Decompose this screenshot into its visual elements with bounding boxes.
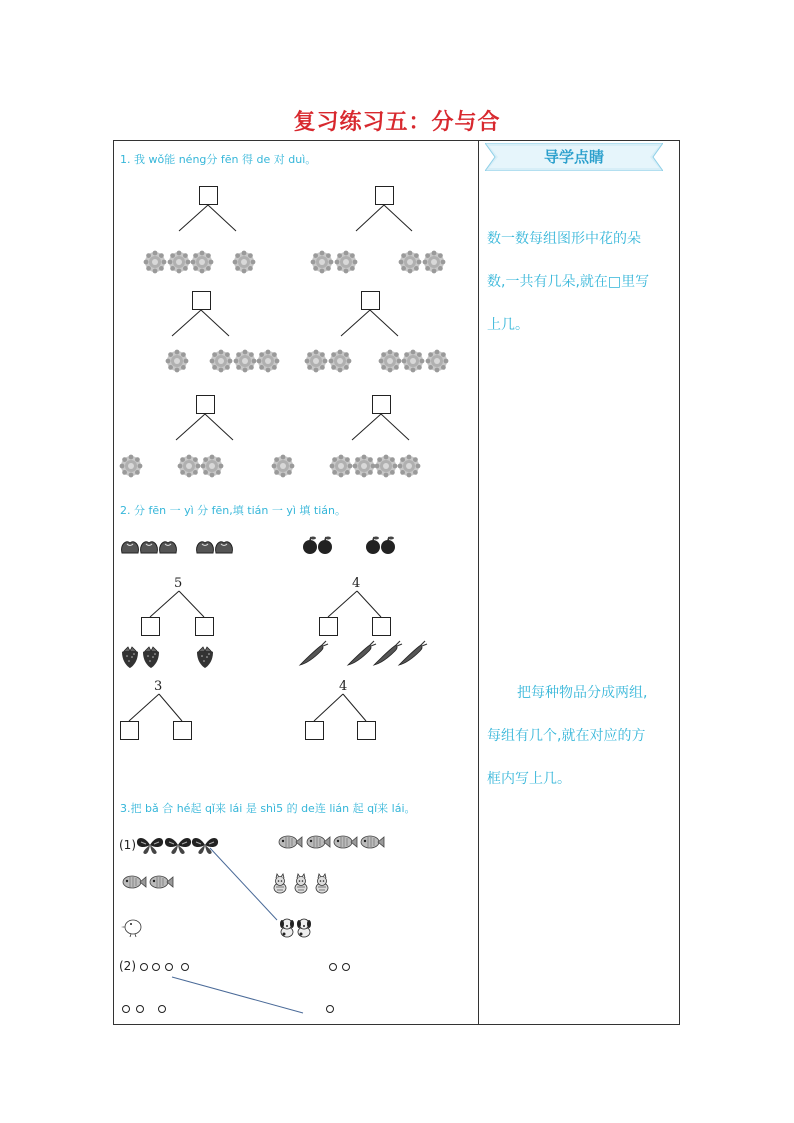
apple-icon <box>381 537 395 555</box>
question-3-text: 3.把 bǎ 合 hé起 qǐ来 lái 是 shì5 的 de连 lián 起 qǐ来 lái。 <box>120 802 416 815</box>
total-number: 3 <box>154 679 163 694</box>
peach-icon <box>141 542 158 553</box>
carrot-icon <box>300 641 328 665</box>
flower-icon <box>379 350 402 373</box>
tip-line: 数一数每组图形中花的朵 <box>487 231 641 247</box>
peach-icon <box>197 542 214 553</box>
flower-icon <box>178 455 201 478</box>
flower-icon <box>402 350 425 373</box>
cat-icon <box>274 874 286 893</box>
cat-icon <box>316 874 328 893</box>
tip-line: 框内写上几。 <box>487 771 571 787</box>
strawberry-icon <box>122 647 138 668</box>
flower-icon <box>144 251 167 274</box>
dog-icon <box>280 919 294 937</box>
tip-line: 把每种物品分成两组, <box>517 685 648 701</box>
apple-icon <box>303 537 317 555</box>
flower-icon <box>168 251 191 274</box>
flower-icon <box>210 350 233 373</box>
strawberry-icon <box>197 647 213 668</box>
chick-icon <box>121 920 141 937</box>
peach-icon <box>160 542 177 553</box>
flower-icon <box>234 350 257 373</box>
tip-line: 上几。 <box>487 317 529 333</box>
butterfly-icon <box>165 838 191 854</box>
flower-icon <box>257 350 280 373</box>
flower-icon <box>201 455 224 478</box>
flower-icon <box>272 455 295 478</box>
cat-icon <box>295 874 307 893</box>
part-1-label: (1) <box>119 838 136 852</box>
flower-icon <box>233 251 256 274</box>
question-1-text: 1. 我 wǒ能 néng分 fēn 得 de 对 duì。 <box>120 153 317 166</box>
peach-icon <box>122 542 139 553</box>
split-lines <box>129 205 412 1013</box>
carrot-icon <box>374 641 402 665</box>
fish-icon <box>334 836 357 848</box>
flower-icon <box>423 251 446 274</box>
tip-line: 数,一共有几朵,就在□里写 <box>487 274 650 290</box>
fish-icon <box>307 836 330 848</box>
butterfly-icon <box>137 838 163 854</box>
flower-icon <box>191 251 214 274</box>
flower-icon <box>329 350 352 373</box>
carrot-icon <box>399 641 427 665</box>
flower-icon <box>305 350 328 373</box>
question-2-text: 2. 分 fēn 一 yì 分 fēn,填 tián 一 yì 填 tián。 <box>120 504 346 517</box>
flower-icon <box>426 350 449 373</box>
carrot-icon <box>348 641 376 665</box>
flower-icon <box>353 455 376 478</box>
butterfly-icon <box>192 838 218 854</box>
flower-icon <box>120 455 143 478</box>
page-title: 复习练习五：分与合 <box>293 110 501 135</box>
fish-icon <box>279 836 302 848</box>
total-number: 4 <box>352 576 361 591</box>
flower-icon <box>166 350 189 373</box>
banner-title: 导学点睛 <box>543 148 604 166</box>
dog-icon <box>297 919 311 937</box>
total-number: 4 <box>339 679 348 694</box>
flower-icon <box>335 251 358 274</box>
flower-icon <box>399 251 422 274</box>
flower-icon <box>330 455 353 478</box>
peach-icon <box>216 542 233 553</box>
strawberry-icon <box>143 647 159 668</box>
flower-icon <box>375 455 398 478</box>
apple-icon <box>318 537 332 555</box>
fish-icon <box>150 876 173 888</box>
fish-icon <box>361 836 384 848</box>
flower-icon <box>398 455 421 478</box>
fish-icon <box>123 876 146 888</box>
total-number: 5 <box>174 576 183 591</box>
part-2-label: (2) <box>119 959 136 973</box>
flower-icon <box>311 251 334 274</box>
tip-line: 每组有几个,就在对应的方 <box>487 728 646 744</box>
apple-icon <box>366 537 380 555</box>
